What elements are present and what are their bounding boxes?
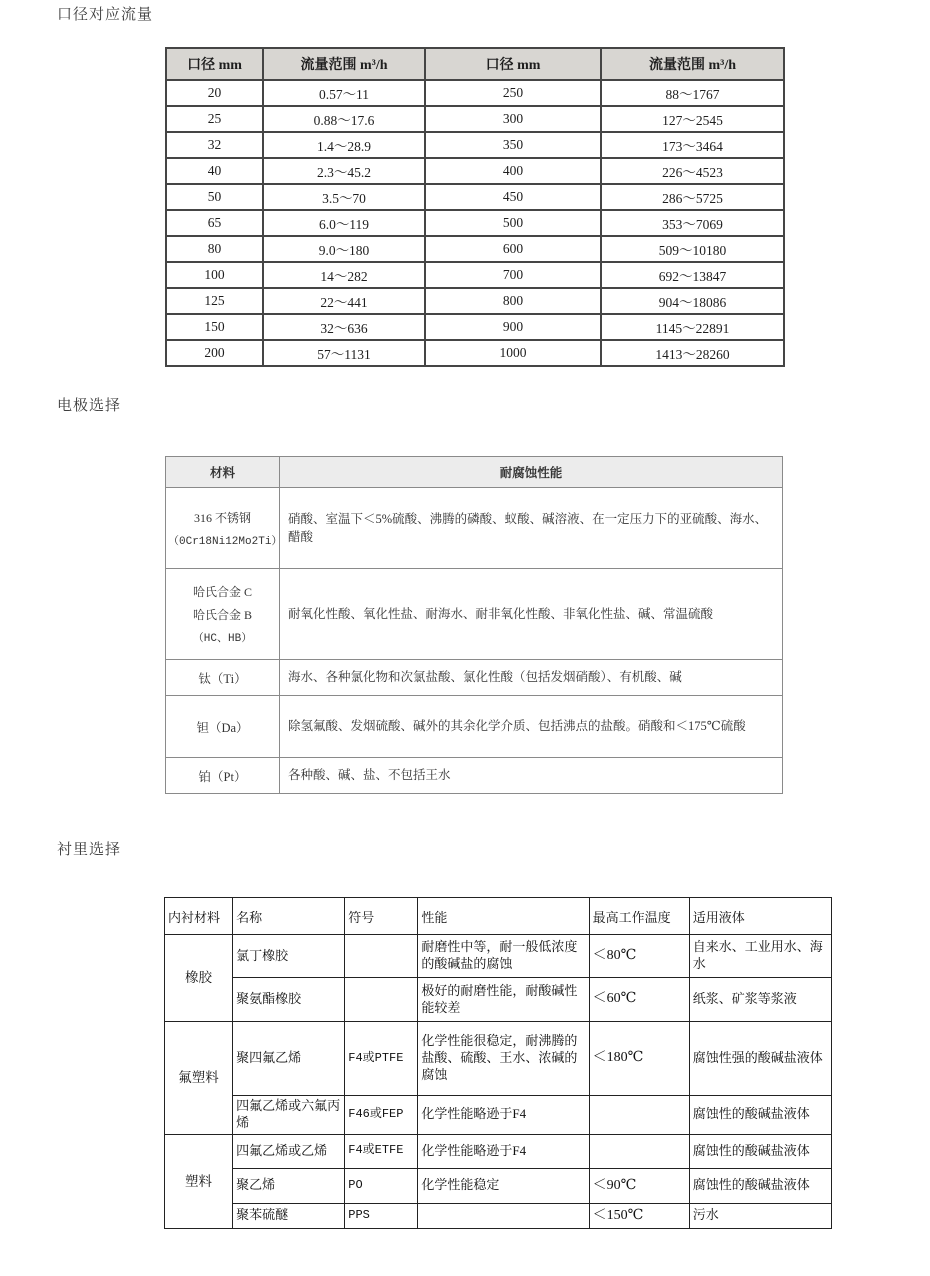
diameter-cell: 50: [166, 184, 263, 210]
diameter-cell: 65: [166, 210, 263, 236]
flow-range-cell: 692～13847: [601, 262, 784, 288]
diameter-cell: 400: [425, 158, 601, 184]
performance-cell: 各种酸、碱、盐、不包括王水: [280, 758, 783, 794]
table-row: [166, 106, 784, 132]
flow-range-cell: 57～1131: [263, 340, 425, 366]
performance-cell: 除氢氟酸、发烟硫酸、碱外的其余化学介质、包括沸点的盐酸。硝酸和＜175℃硫酸: [280, 696, 783, 758]
symbol-cell: PPS: [345, 1203, 418, 1228]
material-line: 316 不锈钢: [193, 510, 251, 525]
material-line: （0Cr18Ni12Mo2Ti）: [168, 535, 283, 548]
diameter-cell: 25: [166, 106, 263, 132]
name-cell: 聚四氟乙烯: [233, 1022, 345, 1096]
liquids-cell: 腐蚀性的酸碱盐液体: [689, 1168, 831, 1203]
column-header-corrosion-resistance: 耐腐蚀性能: [280, 457, 783, 488]
liquids-cell: 纸浆、矿浆等浆液: [689, 978, 831, 1022]
table-row: [166, 569, 783, 660]
name-cell: 四氟乙烯或乙烯: [233, 1134, 345, 1168]
flow-range-cell: 3.5～70: [263, 184, 425, 210]
table-row: [166, 132, 784, 158]
flow-range-cell: 173～3464: [601, 132, 784, 158]
flow-header-row: [166, 48, 784, 80]
diameter-cell: 350: [425, 132, 601, 158]
diameter-cell: 450: [425, 184, 601, 210]
table-row: [166, 660, 783, 696]
material-cell: 钽（Da）: [166, 696, 280, 758]
flow-range-cell: 1413～28260: [601, 340, 784, 366]
table-row: [166, 236, 784, 262]
max-temp-cell: [589, 1134, 689, 1168]
section-title-electrode: 电极选择: [57, 397, 122, 414]
group-cell-rubber: 橡胶: [165, 935, 233, 1022]
max-temp-cell: ＜150℃: [589, 1203, 689, 1228]
group-cell-plastic: 塑料: [165, 1134, 233, 1228]
max-temp-cell: ＜80℃: [589, 935, 689, 978]
diameter-cell: 200: [166, 340, 263, 366]
table-row: [165, 935, 832, 978]
flow-range-cell: 0.57～11: [263, 80, 425, 106]
flow-range-cell: 509～10180: [601, 236, 784, 262]
flow-range-cell: 127～2545: [601, 106, 784, 132]
performance-cell: 耐磨性中等，耐一般低浓度的酸碱盐的腐蚀: [418, 935, 589, 978]
material-cell: [166, 569, 280, 660]
table-row: [166, 314, 784, 340]
flow-range-cell: 32～636: [263, 314, 425, 340]
table-row: [165, 1168, 832, 1203]
max-temp-cell: [589, 1096, 689, 1135]
flow-range-cell: 353～7069: [601, 210, 784, 236]
table-row: [165, 1134, 832, 1168]
table-row: [165, 1022, 832, 1096]
column-header-flowrange-right: 流量范围 m³/h: [601, 48, 784, 80]
performance-cell: 极好的耐磨性能，耐酸碱性能较差: [418, 978, 589, 1022]
table-row: [165, 1203, 832, 1228]
table-row: [166, 262, 784, 288]
performance-cell: 化学性能很稳定，耐沸腾的盐酸、硫酸、王水、浓碱的腐蚀: [418, 1022, 589, 1096]
flow-range-cell: 286～5725: [601, 184, 784, 210]
column-header-flowrange-left: 流量范围 m³/h: [263, 48, 425, 80]
flow-range-cell: 88～1767: [601, 80, 784, 106]
diameter-cell: 32: [166, 132, 263, 158]
performance-cell: 海水、各种氯化物和次氯盐酸、氯化性酸（包括发烟硝酸）、有机酸、碱: [280, 660, 783, 696]
table-row: [166, 80, 784, 106]
performance-cell: [418, 1203, 589, 1228]
liquids-cell: 污水: [689, 1203, 831, 1228]
table-row: [166, 210, 784, 236]
table-row: [166, 758, 783, 794]
table-row: [166, 340, 784, 366]
table-row: [166, 184, 784, 210]
performance-cell: 耐氧化性酸、氧化性盐、耐海水、耐非氧化性酸、非氧化性盐、碱、常温硫酸: [280, 569, 783, 660]
flow-range-cell: 14～282: [263, 262, 425, 288]
flow-table: [165, 47, 785, 367]
diameter-cell: 300: [425, 106, 601, 132]
flow-range-cell: 0.88～17.6: [263, 106, 425, 132]
material-cell: 钛（Ti）: [166, 660, 280, 696]
electrode-header-row: [166, 457, 783, 488]
diameter-cell: 1000: [425, 340, 601, 366]
flow-range-cell: 9.0～180: [263, 236, 425, 262]
column-header-max-temp: 最高工作温度: [589, 898, 689, 935]
column-header-name: 名称: [233, 898, 345, 935]
performance-cell: 化学性能稳定: [418, 1168, 589, 1203]
name-cell: 氯丁橡胶: [233, 935, 345, 978]
column-header-diameter-right: 口径 mm: [425, 48, 601, 80]
liquids-cell: 自来水、工业用水、海水: [689, 935, 831, 978]
symbol-cell: [345, 978, 418, 1022]
diameter-cell: 125: [166, 288, 263, 314]
diameter-cell: 500: [425, 210, 601, 236]
diameter-cell: 250: [425, 80, 601, 106]
name-cell: 聚苯硫醚: [233, 1203, 345, 1228]
table-row: [166, 158, 784, 184]
column-header-symbol: 符号: [345, 898, 418, 935]
name-cell: 聚氨酯橡胶: [233, 978, 345, 1022]
flow-range-cell: 22～441: [263, 288, 425, 314]
material-cell: 铂（Pt）: [166, 758, 280, 794]
material-line: （HC、HB）: [192, 633, 253, 645]
section-title-flow: 口径对应流量: [57, 6, 154, 23]
diameter-cell: 150: [166, 314, 263, 340]
symbol-cell: F46或FEP: [345, 1096, 418, 1135]
table-row: [165, 978, 832, 1022]
table-row: [166, 288, 784, 314]
table-row: [166, 696, 783, 758]
diameter-cell: 700: [425, 262, 601, 288]
name-cell: 四氟乙烯或六氟丙烯: [233, 1096, 345, 1135]
table-row: [165, 1096, 832, 1135]
max-temp-cell: ＜180℃: [589, 1022, 689, 1096]
column-header-lining-material: 内衬材料: [165, 898, 233, 935]
electrode-table: [165, 456, 783, 794]
flow-range-cell: 1145～22891: [601, 314, 784, 340]
column-header-performance: 性能: [418, 898, 589, 935]
symbol-cell: PO: [345, 1168, 418, 1203]
flow-range-cell: 904～18086: [601, 288, 784, 314]
diameter-cell: 80: [166, 236, 263, 262]
table-row: [166, 488, 783, 569]
flow-range-cell: 1.4～28.9: [263, 132, 425, 158]
symbol-cell: [345, 935, 418, 978]
group-cell-fluoroplastic: 氟塑料: [165, 1022, 233, 1135]
performance-cell: 化学性能略逊于F4: [418, 1096, 589, 1135]
material-cell: [166, 488, 283, 569]
diameter-cell: 600: [425, 236, 601, 262]
liquids-cell: 腐蚀性的酸碱盐液体: [689, 1096, 831, 1135]
diameter-cell: 40: [166, 158, 263, 184]
flow-range-cell: 6.0～119: [263, 210, 425, 236]
column-header-liquids: 适用液体: [689, 898, 831, 935]
max-temp-cell: ＜90℃: [589, 1168, 689, 1203]
liquids-cell: 腐蚀性的酸碱盐液体: [689, 1134, 831, 1168]
symbol-cell: F4或PTFE: [345, 1022, 418, 1096]
diameter-cell: 100: [166, 262, 263, 288]
diameter-cell: 20: [166, 80, 263, 106]
column-header-material: 材料: [166, 457, 280, 488]
lining-table: [164, 897, 832, 1229]
section-title-lining: 衬里选择: [57, 841, 122, 858]
max-temp-cell: ＜60℃: [589, 978, 689, 1022]
symbol-cell: F4或ETFE: [345, 1134, 418, 1168]
performance-cell: 硝酸、室温下＜5%硫酸、沸腾的磷酸、蚁酸、碱溶液、在一定压力下的亚硫酸、海水、醋酸: [280, 488, 783, 569]
column-header-diameter-left: 口径 mm: [166, 48, 263, 80]
performance-cell: 化学性能略逊于F4: [418, 1134, 589, 1168]
lining-header-row: [165, 898, 832, 935]
flow-range-cell: 2.3～45.2: [263, 158, 425, 184]
material-line: 哈氏合金 C: [192, 585, 252, 599]
diameter-cell: 900: [425, 314, 601, 340]
diameter-cell: 800: [425, 288, 601, 314]
liquids-cell: 腐蚀性强的酸碱盐液体: [689, 1022, 831, 1096]
flow-range-cell: 226～4523: [601, 158, 784, 184]
material-line: 哈氏合金 B: [192, 608, 252, 622]
name-cell: 聚乙烯: [233, 1168, 345, 1203]
